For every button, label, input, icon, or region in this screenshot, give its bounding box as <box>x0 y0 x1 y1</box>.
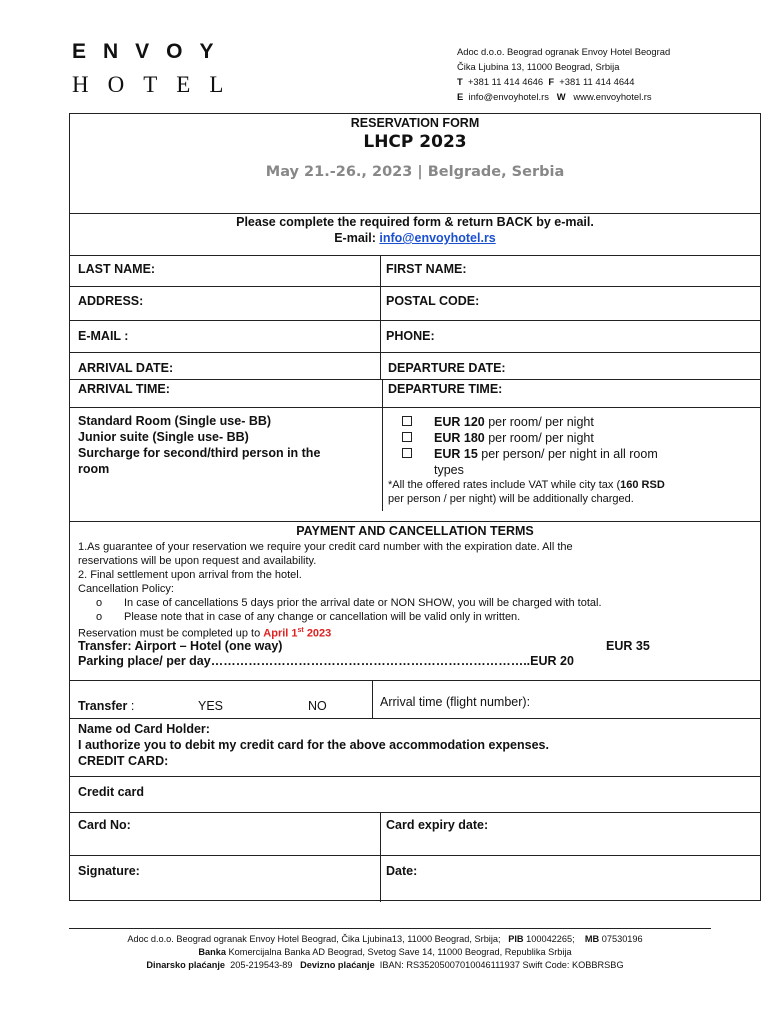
footer-bank: Banka Komercijalna Banka AD Beograd, Svetog Save 14, 11000 Beograd, Republika Srbija <box>198 947 572 957</box>
room-surcharge: Surcharge for second/third person in the <box>78 446 321 460</box>
payment-title: PAYMENT AND CANCELLATION TERMS <box>296 524 534 538</box>
rate-surcharge: EUR 15 per person/ per night in all room <box>402 446 658 462</box>
room-surcharge-cont: room <box>78 462 110 476</box>
transfer-price-label: Transfer: Airport – Hotel (one way) <box>78 639 283 653</box>
card-number-label: Card No: <box>78 818 131 832</box>
cancel-bullet-1: In case of cancellations 5 days prior the arrival date or NON SHOW, you will be charged with total. <box>124 597 602 609</box>
authorize-text: I authorize you to debit my credit card for the above accommodation expenses. <box>78 738 549 752</box>
form-title: RESERVATION FORM <box>350 116 480 130</box>
date-label: Date: <box>386 864 418 878</box>
rate-standard: EUR 120 per room/ per night <box>402 414 658 430</box>
payment-terms: 1.As guarantee of your reservation we require your credit card number with the expiration date. All the reservations will be upon request and availability. 2. Final settlement upon arrival from the hotel. Cancellation Policy: o In case of cancellations 5 days prior the arrival date or NON SHOW, you will be charged with total. o Please note that in case of any change or cancellation will be valid only in written. Reservation must be completed up to April 1st 2023 <box>78 541 602 640</box>
credit-card-label: Credit card <box>78 785 144 799</box>
email-link[interactable]: info@envoyhotel.rs <box>379 231 496 245</box>
rate-surcharge-checkbox[interactable] <box>402 448 412 458</box>
arrival-time-label: ARRIVAL TIME: <box>78 382 170 396</box>
card-expiry-label: Card expiry date: <box>386 818 489 832</box>
departure-date-label: DEPARTURE DATE: <box>388 361 506 375</box>
phone-fax: T +381 11 414 4646 F +381 11 414 4644 <box>457 76 635 87</box>
signature-label: Signature: <box>78 864 140 878</box>
header-address <box>457 44 670 104</box>
credit-card-caps-label: CREDIT CARD: <box>78 754 169 768</box>
cancel-bullet-2: Please note that in case of any change or cancellation will be valid only in written. <box>124 611 521 623</box>
footer-divider <box>69 928 711 929</box>
hotel-logo-hotel: HOTEL <box>72 72 243 97</box>
departure-time-label: DEPARTURE TIME: <box>388 382 503 396</box>
card-authorization <box>78 721 549 769</box>
transfer-no-option[interactable]: NO <box>308 699 327 713</box>
arrival-date-label: ARRIVAL DATE: <box>78 361 174 375</box>
reservation-form <box>69 113 761 901</box>
transfer-price: EUR 35 <box>606 639 650 653</box>
room-rates <box>402 414 658 478</box>
footer-payment: Dinarsko plaćanje 205-219543-89 Devizno plaćanje IBAN: RS35205007010046111937 Swift Code: KOBBRSBG <box>146 960 624 970</box>
rate-standard-checkbox[interactable] <box>402 416 412 426</box>
room-standard: Standard Room (Single use- BB) <box>78 414 272 428</box>
parking-price: Parking place/ per day…………………………………………………………………..EUR 20 <box>78 654 574 668</box>
transfer-label: Transfer : <box>78 699 135 713</box>
card-holder-label: Name od Card Holder: <box>78 722 210 736</box>
postal-code-label: POSTAL CODE: <box>386 294 480 308</box>
rate-junior-checkbox[interactable] <box>402 432 412 442</box>
instruction-email: E-mail: info@envoyhotel.rs <box>334 231 496 245</box>
hotel-logo-envoy: ENVOY <box>72 40 231 63</box>
phone-label: PHONE: <box>386 329 435 343</box>
reservation-deadline: Reservation must be completed up to April 1st 2023 <box>78 627 332 640</box>
first-name-label: FIRST NAME: <box>386 262 467 276</box>
event-dates: May 21.-26., 2023 | Belgrade, Serbia <box>265 164 565 180</box>
email-web: E info@envoyhotel.rs W www.envoyhotel.rs <box>457 91 652 102</box>
instruction-text: Please complete the required form & return BACK by e-mail. <box>236 215 594 229</box>
email-label: E-MAIL : <box>78 329 129 343</box>
street-address: Čika Ljubina 13, 11000 Beograd, Srbija <box>457 61 620 72</box>
footer-company: Adoc d.o.o. Beograd ogranak Envoy Hotel Beograd, Čika Ljubina13, 11000 Beograd, Srbija; PIB 100042265; MB 07530196 <box>127 934 643 944</box>
rate-surcharge-cont: types <box>434 463 464 477</box>
rate-junior: EUR 180 per room/ per night <box>402 430 658 446</box>
room-types <box>78 413 320 477</box>
company-name: Adoc d.o.o. Beograd ogranak Envoy Hotel Beograd <box>457 46 671 57</box>
event-title: LHCP 2023 <box>363 132 467 152</box>
transfer-yes-option[interactable]: YES <box>198 699 224 713</box>
address-label: ADDRESS: <box>78 294 144 308</box>
room-junior-suite: Junior suite (Single use- BB) <box>78 430 249 444</box>
last-name-label: LAST NAME: <box>78 262 156 276</box>
arrival-flight-label: Arrival time (flight number): <box>380 695 531 709</box>
vat-note: *All the offered rates include VAT while city tax (160 RSD per person / per night) will be additionally charged. <box>388 479 665 505</box>
